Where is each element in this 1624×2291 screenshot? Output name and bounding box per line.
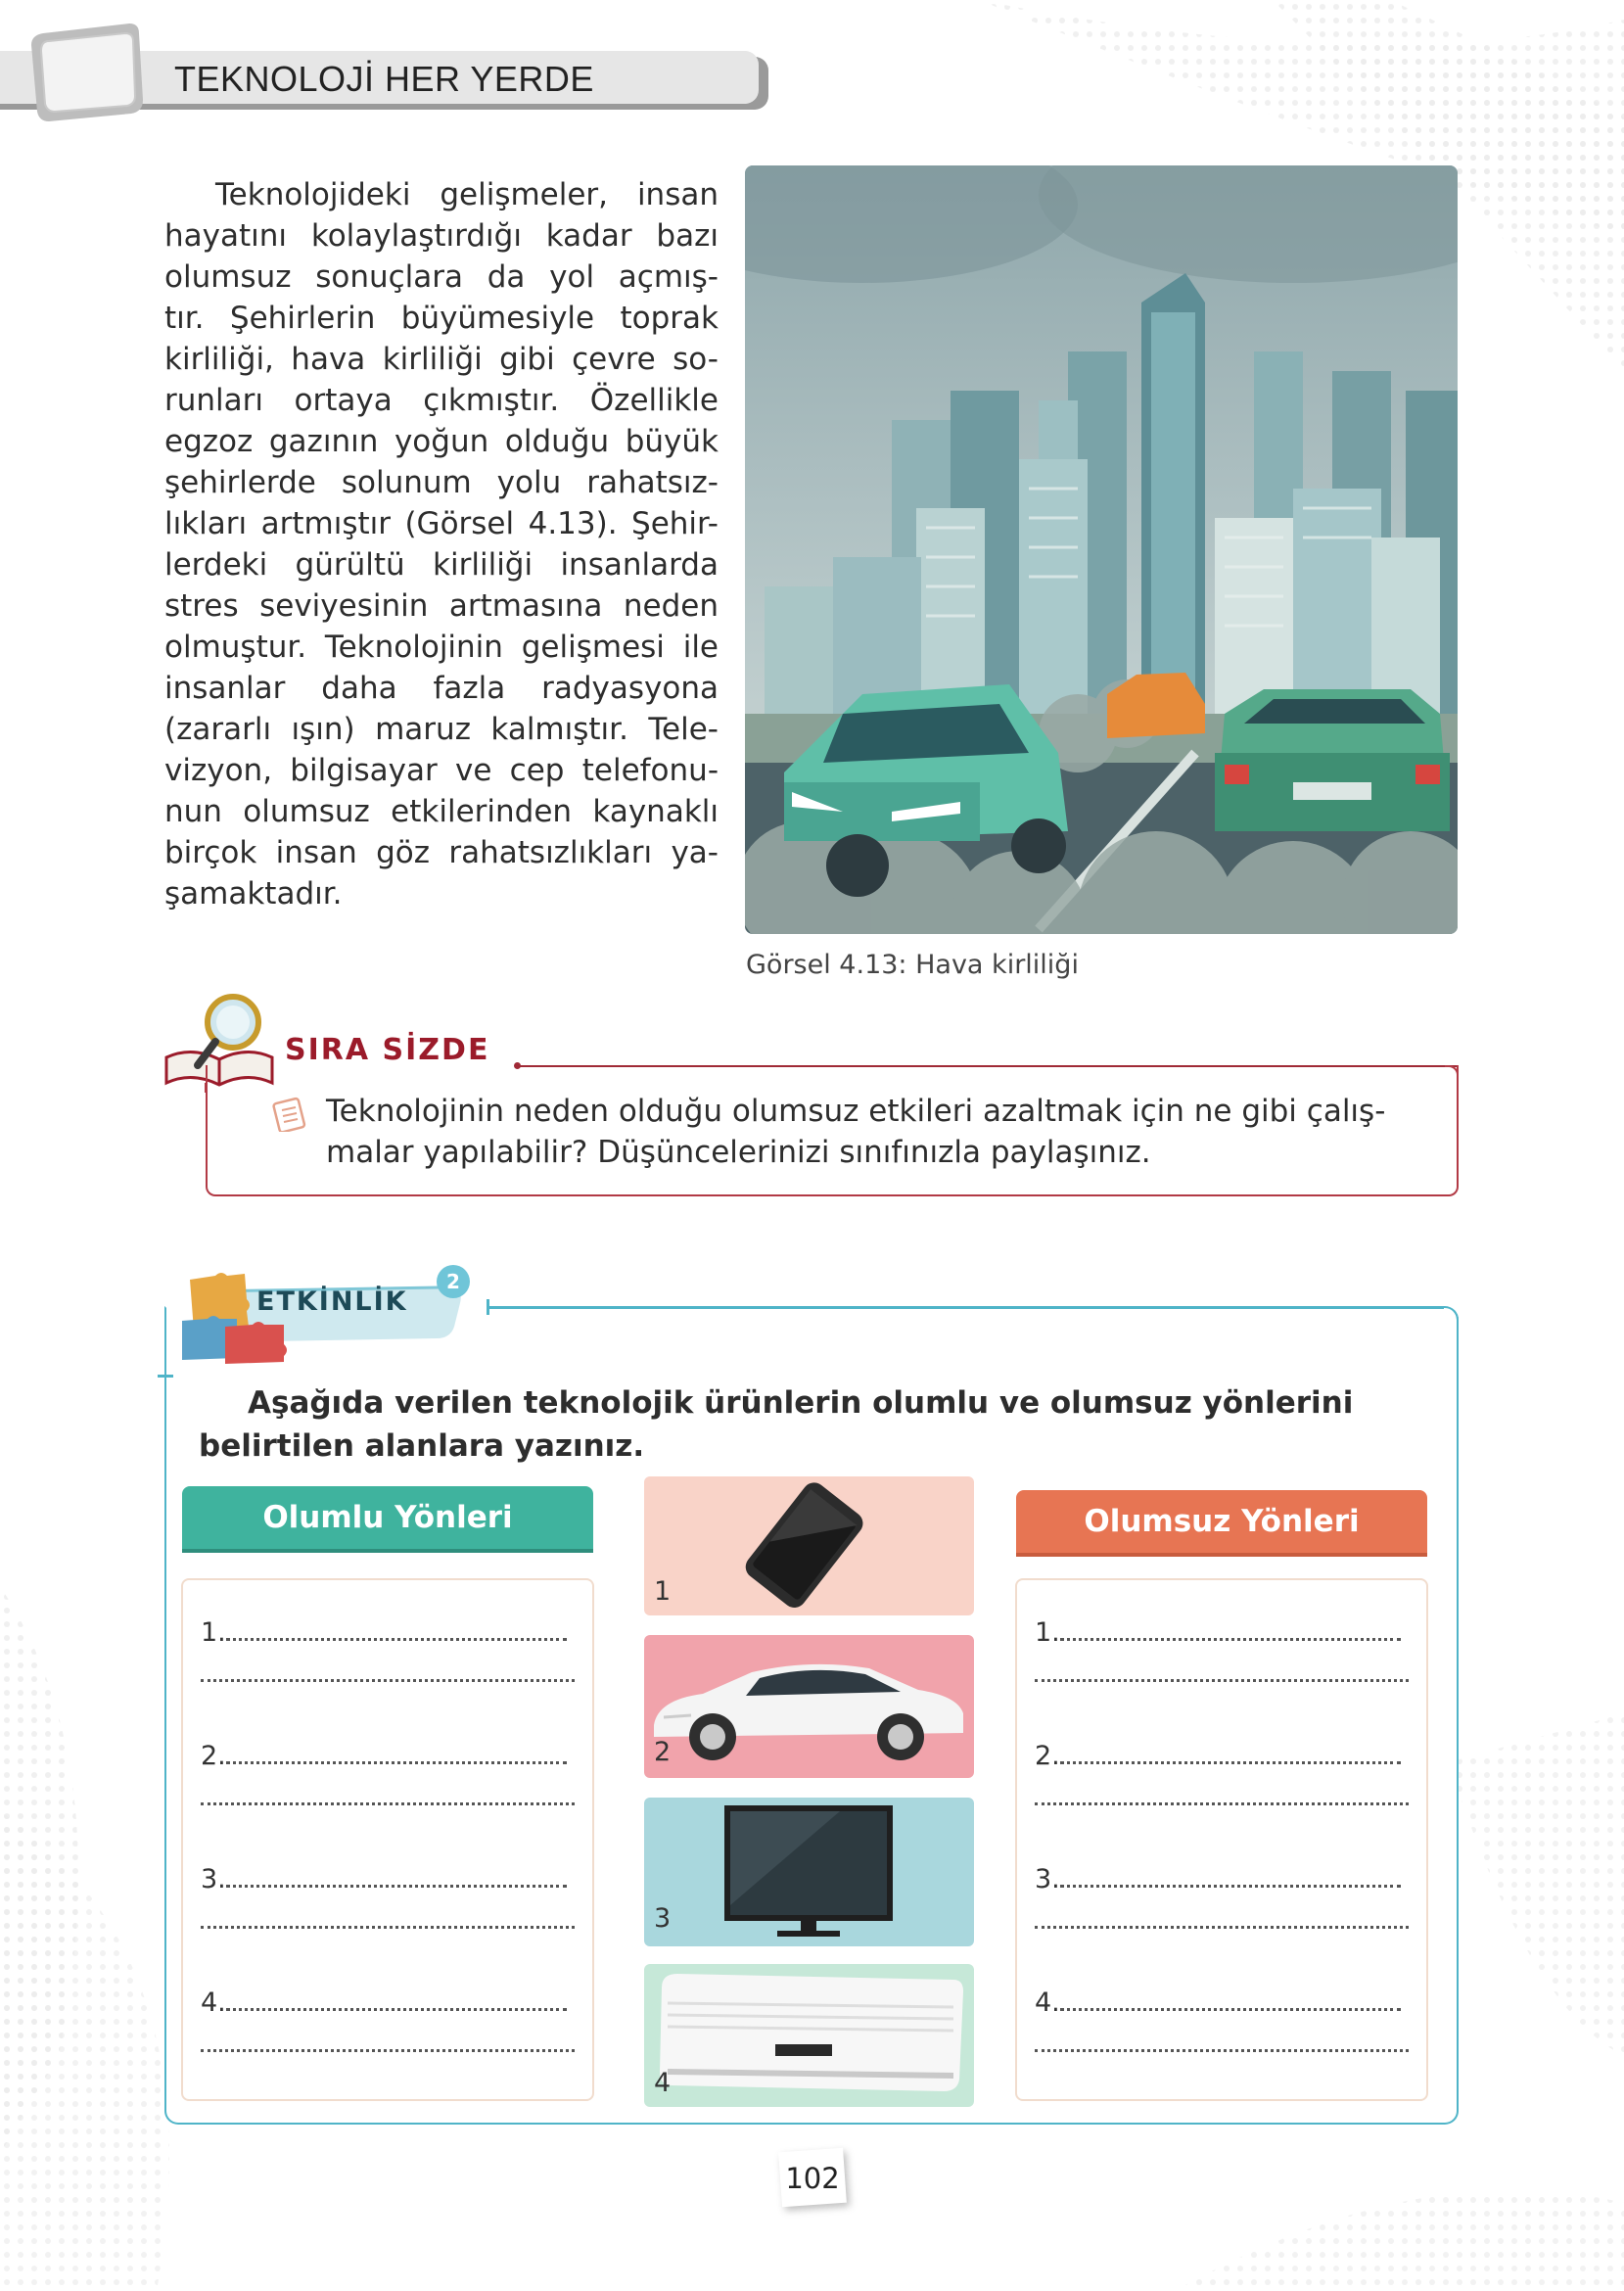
paragraph-line: stres seviyesinin artmasına neden [164,588,719,624]
negative-entry-continuation[interactable] [1035,2029,1411,2059]
negative-aspects-header: Olumsuz Yönleri [1016,1490,1427,1553]
paragraph-line: runları ortaya çıkmıştır. Özellikle [164,383,719,418]
sira-sizde-question [326,1091,1432,1173]
dotted-answer-line[interactable] [226,1761,567,1764]
paragraph-line: kirliliği, hava kirliliği gibi çevre so- [164,342,719,377]
product-air-conditioner [644,1964,974,2107]
page-section-title: TEKNOLOJİ HER YERDE [174,59,594,99]
positive-entry-line[interactable] [201,1864,577,1894]
etkinlik-instruction: Aşağıda verilen teknolojik ürünlerin olumlu ve olumsuz yönlerini belirtilen alanlara yazınız. [199,1385,1354,1464]
negative-entry-continuation[interactable] [1035,1659,1411,1689]
dotted-answer-line[interactable] [201,2049,575,2052]
negative-entry-continuation[interactable] [1035,1905,1411,1936]
entry-number: 3. [1035,1864,1060,1894]
dotted-answer-line[interactable] [1060,1885,1401,1888]
air-conditioner-icon [660,1974,963,2091]
paragraph-line: lıkları artmıştır (Görsel 4.13). Şehir- [164,506,719,541]
paragraph-line: tır. Şehirlerin büyümesiyle toprak [164,301,719,336]
paragraph-line: egzoz gazının yoğun olduğu büyük [164,424,719,459]
product-number: 2 [654,1737,672,1767]
negative-aspects-box[interactable] [1015,1578,1428,2101]
entry-number: 2. [1035,1741,1060,1771]
negative-entry-line[interactable] [1035,1741,1411,1771]
product-car [644,1635,974,1778]
positive-aspects-box[interactable] [181,1578,594,2101]
air-pollution-illustration [745,165,1458,934]
etkinlik-number-badge: 2 [437,1265,470,1298]
positive-aspects-header: Olumlu Yönleri [182,1486,593,1549]
product-number: 4 [654,2068,672,2098]
entry-number: 3. [201,1864,226,1894]
entry-number: 1. [1035,1617,1060,1648]
paragraph-line: lerdeki gürültü kirliliği insanlarda [164,547,719,583]
paragraph-line: birçok insan göz rahatsızlıkları ya- [164,835,719,870]
paragraph-line: olmuştur. Teknolojinin gelişmesi ile [164,630,719,665]
negative-entry-line[interactable] [1035,1864,1411,1894]
dotted-answer-line[interactable] [226,1885,567,1888]
sira-sizde-title: SIRA SİZDE [285,1033,490,1067]
main-paragraph [164,174,719,914]
dotted-answer-line[interactable] [1060,1761,1401,1764]
paragraph-line: (zararlı ışın) maruz kalmıştır. Tele- [164,712,719,747]
entry-number: 2. [201,1741,226,1771]
dotted-answer-line[interactable] [1060,2008,1401,2011]
negative-entry-line[interactable] [1035,1987,1411,2018]
positive-entry-continuation[interactable] [201,1905,577,1936]
negative-entry-line[interactable] [1035,1617,1411,1648]
positive-entry-continuation[interactable] [201,1659,577,1689]
positive-entry-continuation[interactable] [201,2029,577,2059]
entry-number: 4. [1035,1987,1060,2018]
etkinlik-top-corner [1429,1306,1459,1335]
dotted-answer-line[interactable] [201,1679,575,1682]
product-number: 3 [654,1903,672,1934]
dotted-answer-line[interactable] [1035,1802,1409,1805]
positive-entry-continuation[interactable] [201,1782,577,1812]
paragraph-line: olumsuz sonuçlara da yol açmış- [164,259,719,295]
entry-number: 1. [201,1617,226,1648]
dotted-answer-line[interactable] [1035,2049,1409,2052]
figure-caption: Görsel 4.13: Hava kirliliği [746,950,1079,980]
product-smartphone [644,1476,974,1615]
notepad-icon [272,1095,307,1132]
entry-number: 4. [201,1987,226,2018]
paragraph-line: şamaktadır. [164,876,343,912]
television-icon [724,1805,893,1937]
sira-sizde-stem [205,1083,207,1093]
paragraph-line: insanlar daha fazla radyasyona [164,671,719,706]
paragraph-line: hayatını kolaylaştırdığı kadar bazı [164,218,719,254]
etkinlik-line-tick [487,1299,489,1315]
positive-entry-line[interactable] [201,1741,577,1771]
page-number: 102 [785,2162,840,2195]
product-television [644,1798,974,1946]
negative-entry-continuation[interactable] [1035,1782,1411,1812]
dotted-answer-line[interactable] [1035,1679,1409,1682]
etkinlik-line-tick [158,1375,173,1378]
paragraph-line: nun olumsuz etkilerinden kaynaklı [164,794,719,829]
paragraph-line: vizyon, bilgisayar ve cep telefonu- [164,753,719,788]
product-number: 1 [654,1576,672,1607]
dotted-answer-line[interactable] [201,1926,575,1929]
paragraph-line: Teknolojideki gelişmeler, insan [215,177,719,212]
dotted-answer-line[interactable] [226,1638,567,1641]
dotted-answer-line[interactable] [1060,1638,1401,1641]
positive-entry-line[interactable] [201,1617,577,1648]
etkinlik-title: ETKİNLİK [256,1286,408,1317]
etkinlik-top-line [489,1306,1444,1309]
sira-sizde-question-line: Teknolojinin neden olduğu olumsuz etkileri azaltmak için ne gibi çalış- [326,1094,1386,1129]
paragraph-line: şehirlerde solunum yolu rahatsız- [164,465,719,500]
dotted-answer-line[interactable] [201,1802,575,1805]
dotted-answer-line[interactable] [226,2008,567,2011]
sira-sizde-question-line: malar yapılabilir? Düşüncelerinizi sınıfınızla paylaşınız. [326,1135,1151,1170]
dotted-answer-line[interactable] [1035,1926,1409,1929]
positive-entry-line[interactable] [201,1987,577,2018]
header-frame-icon [23,20,151,135]
